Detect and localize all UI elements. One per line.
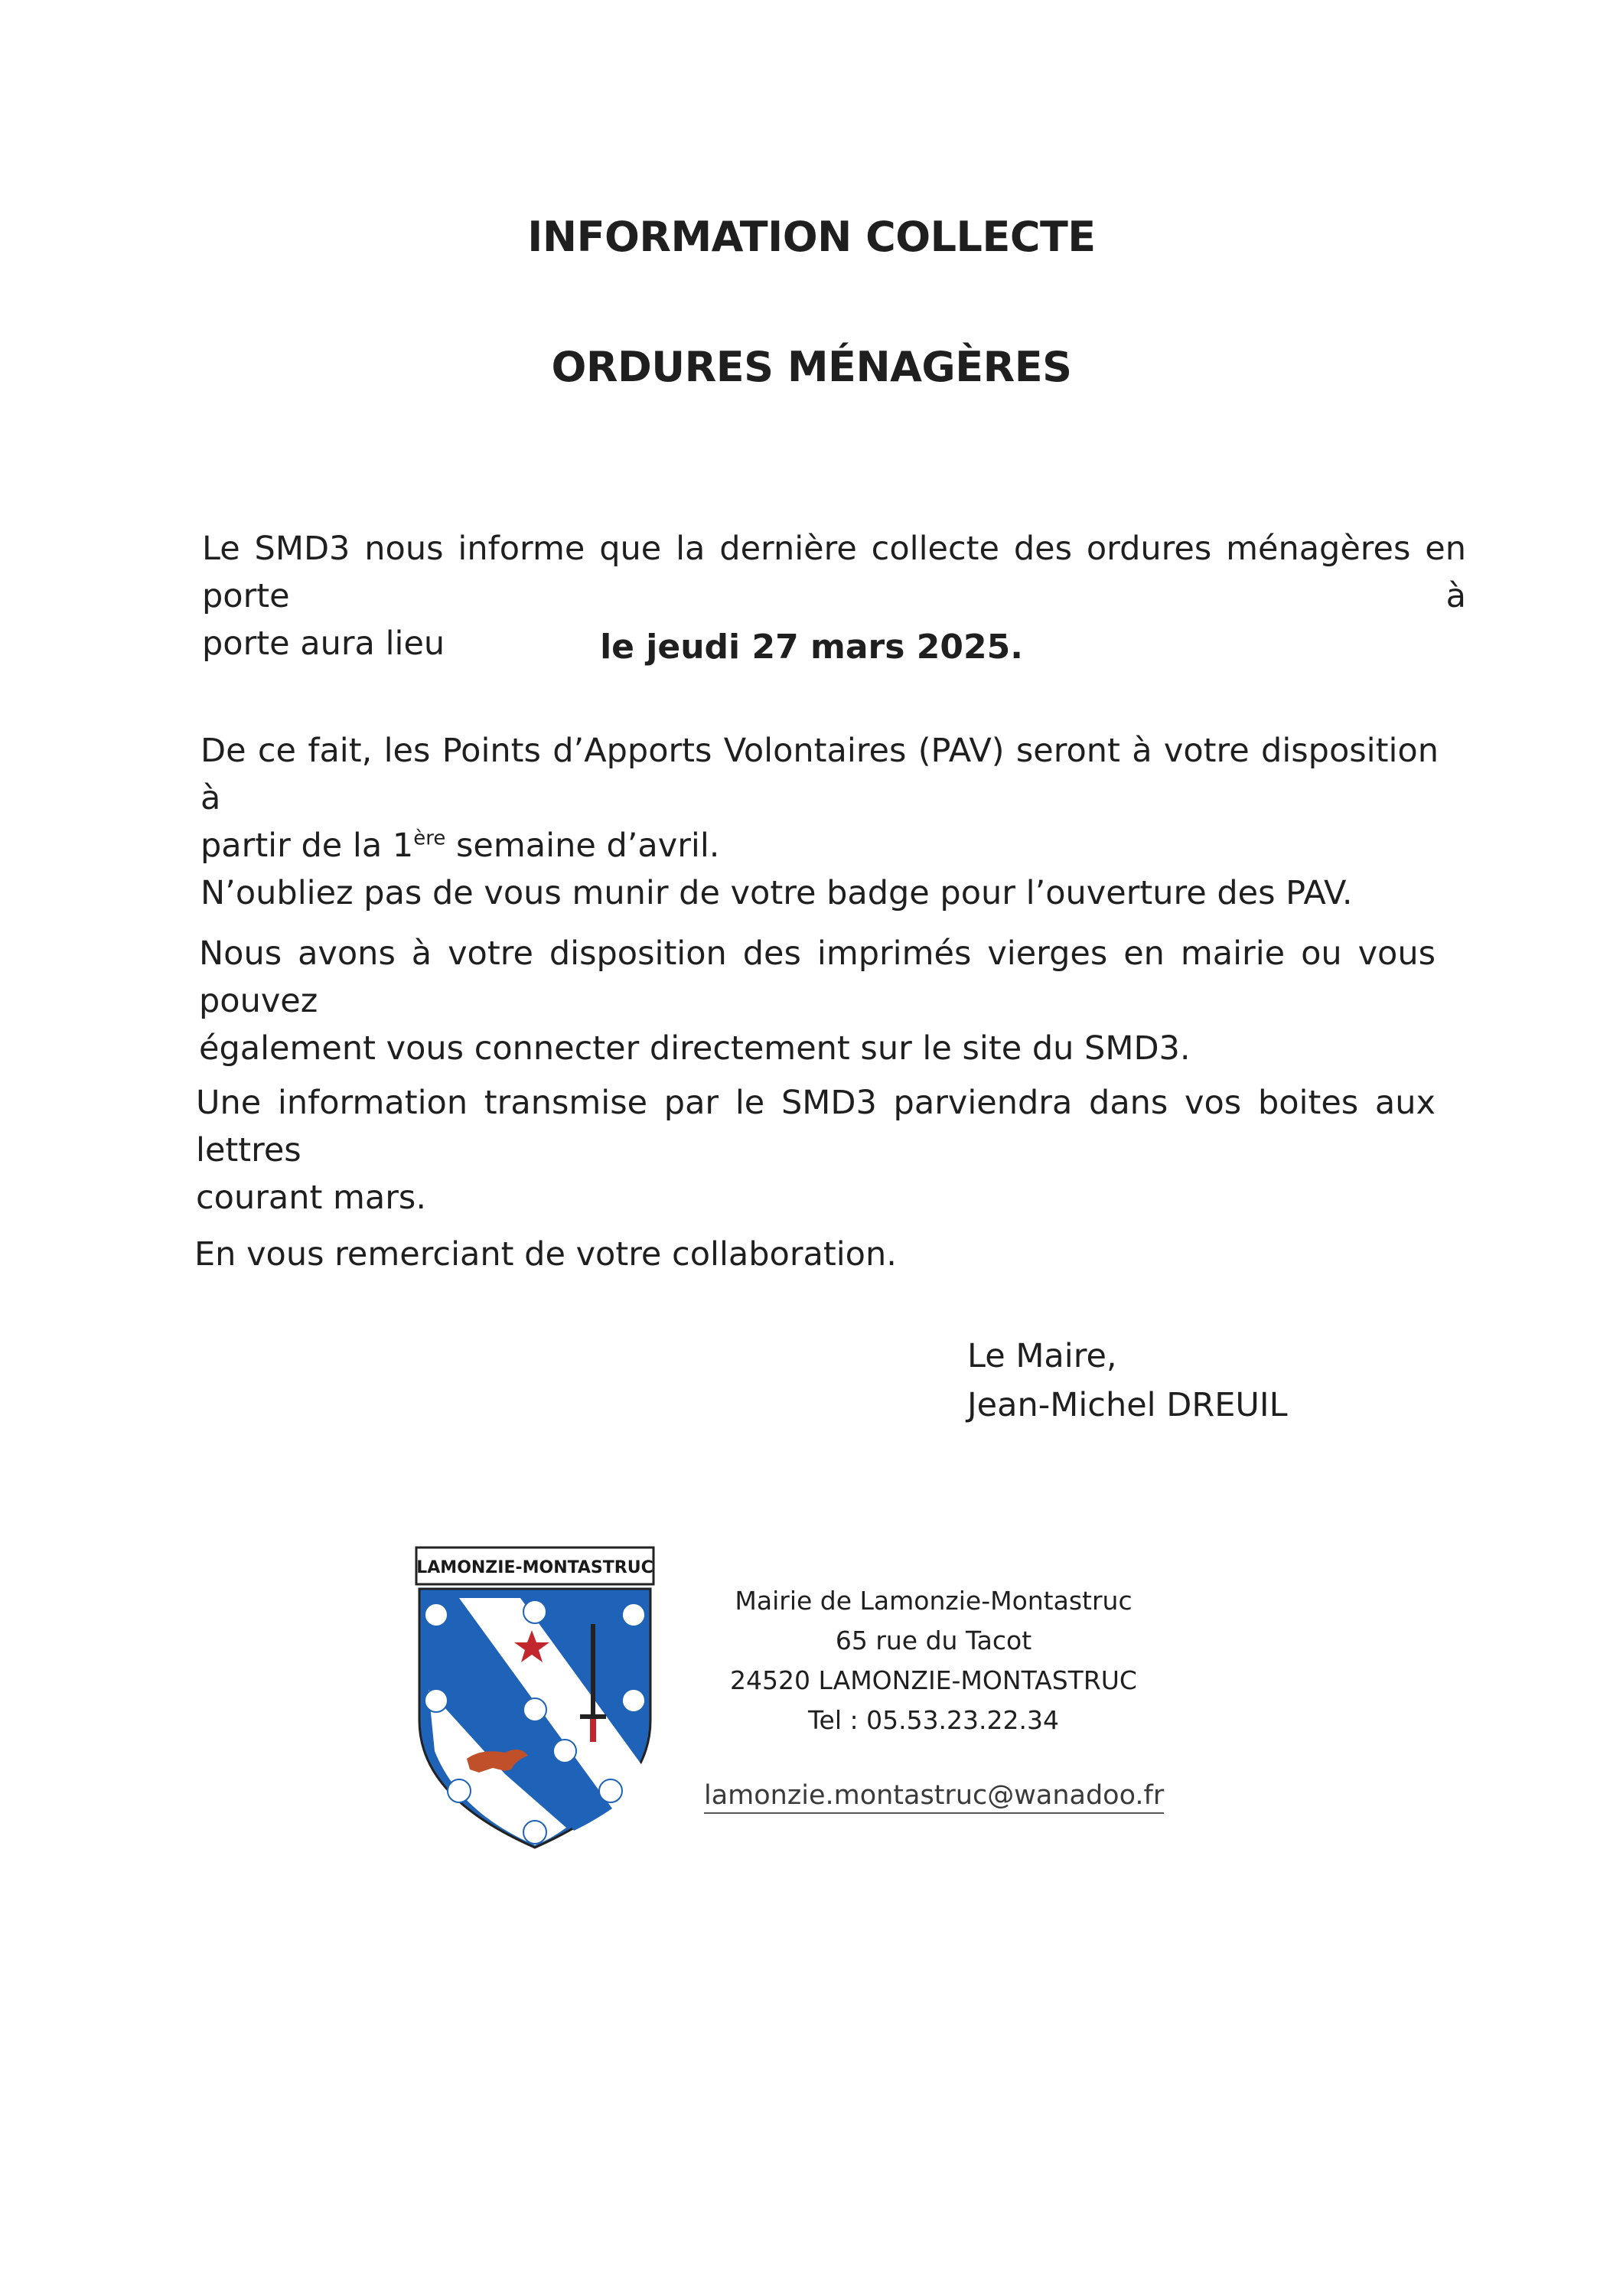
address-line: 24520 LAMONZIE-MONTASTRUC: [730, 1665, 1137, 1695]
phone-number: Tel : 05.53.23.22.34: [807, 1705, 1060, 1735]
signature-role: Le Maire,: [967, 1337, 1117, 1375]
text-fragment: semaine d’avril.: [445, 827, 720, 865]
paragraph-line: également vous connecter directement sur le site du SMD3.: [199, 1029, 1191, 1068]
collection-date: le jeudi 27 mars 2025.: [600, 628, 1023, 667]
paragraph-line: courant mars.: [196, 1179, 426, 1217]
signature-block: [967, 1332, 1288, 1430]
paragraph-mailbox: [196, 1079, 1436, 1221]
paragraph-thanks: [194, 1231, 1449, 1278]
paragraph-line: Nous avons à votre disposition des imprimés vierges en mairie ou vous pouvez: [199, 934, 1436, 1020]
town-hall-address: [704, 1581, 1163, 1740]
email-block: [704, 1780, 1163, 1811]
signature-name: Jean-Michel DREUIL: [967, 1386, 1288, 1424]
address-line: Mairie de Lamonzie-Montastruc: [735, 1586, 1133, 1616]
text-fragment: partir de la 1: [200, 827, 414, 865]
paragraph-line: [200, 822, 1439, 869]
paragraph-line: De ce fait, les Points d’Apports Volontaires (PAV) seront à votre disposition à: [200, 732, 1439, 817]
paragraph-forms: [199, 930, 1436, 1072]
crest-banner-text: LAMONZIE-MONTASTRUC: [416, 1558, 653, 1577]
paragraph-line: Une information transmise par le SMD3 parviendra dans vos boites aux lettres: [196, 1084, 1436, 1169]
paragraph-pav: [200, 727, 1439, 917]
paragraph-line: porte aura lieu: [202, 625, 445, 663]
title-line-1: INFORMATION COLLECTE: [527, 213, 1096, 261]
paragraph-line: N’oubliez pas de vous munir de votre badge pour l’ouverture des PAV.: [200, 874, 1353, 912]
paragraph-line: Le SMD3 nous informe que la dernière collecte des ordures ménagères en porte à: [202, 530, 1466, 615]
title-line-2: ORDURES MÉNAGÈRES: [551, 343, 1072, 391]
address-line: 65 rue du Tacot: [835, 1626, 1032, 1655]
superscript: ère: [413, 827, 446, 850]
municipal-crest-icon: [413, 1544, 657, 1851]
email-link[interactable]: lamonzie.montastruc@wanadoo.fr: [704, 1780, 1164, 1814]
paragraph-line: En vous remerciant de votre collaboration.: [194, 1235, 897, 1274]
